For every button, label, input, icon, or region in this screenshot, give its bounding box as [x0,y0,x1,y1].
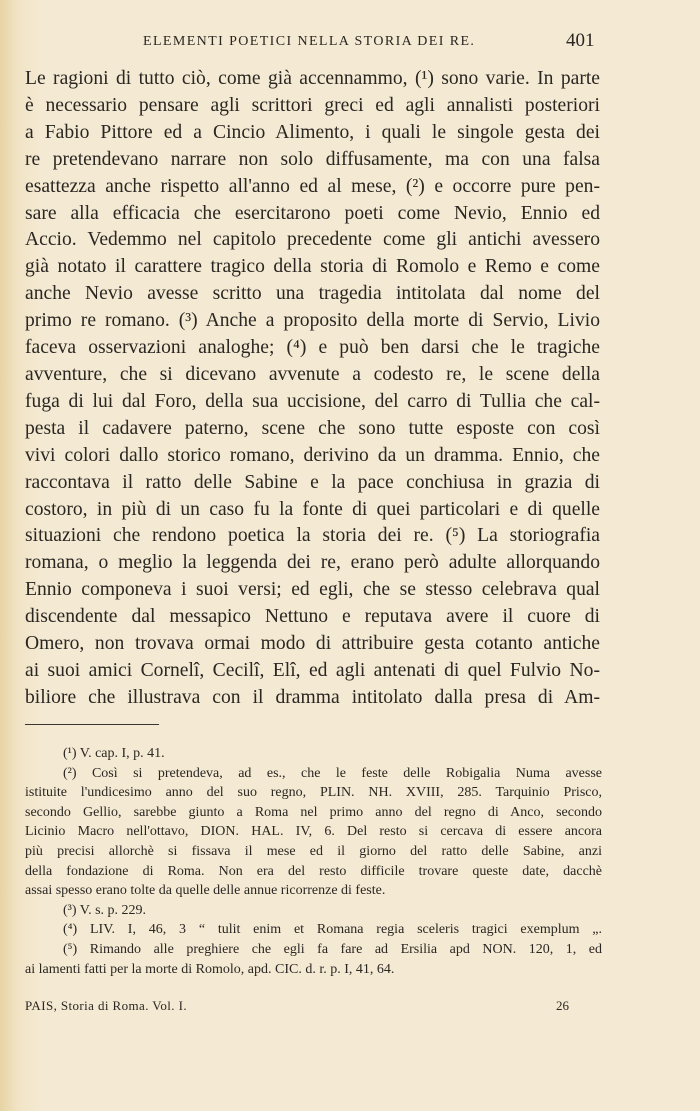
footnote-line: più precisi allorchè si fissava il mese ed il giorno del ratto delle Sabine, anzi [25,843,602,859]
footnote-2: (²) Così si pretendeva, ad es., che le feste delle Robigalia Numa avesse [63,765,602,781]
footnote-line: secondo Gellio, sarebbe giunto a Roma nel primo anno del regno di Anco, secondo [25,804,602,820]
running-title: ELEMENTI POETICI NELLA STORIA DEI RE. [143,34,476,49]
footnote-line: assai spesso erano tolte da quelle delle annue ricorrenze di feste. [25,883,386,899]
footnote-divider [25,724,159,725]
page-header [0,30,700,54]
text-line: raccontava il ratto delle Sabine e la pace conchiusa in grazia di [25,471,600,493]
text-line: primo re romano. (³) Anche a proposito della morte di Servio, Livio [25,310,600,332]
text-line: pesta il cadavere paterno, scene che sono tutte esposte con così [25,417,600,439]
footnote-line: della fondazione di Roma. Non era del resto difficile trovare queste date, dacchè [25,863,602,879]
footnote-5: (⁵) Rimando alle preghiere che egli fa fare ad Ersilia apd NON. 120, 1, ed [63,941,602,957]
text-line: vivi colori dallo storico romano, derivino da un dramma. Ennio, che [25,444,600,466]
footnote-4: (⁴) LIV. I, 46, 3 “ tulit enim et Romana regia sceleris tragici exemplum „. [63,922,602,938]
text-line: re pretendevano narrare non solo diffusamente, ma con una falsa [25,148,600,170]
text-line: discendente dal messapico Nettuno e reputava avere il cuore di [25,606,600,628]
main-text [25,66,600,712]
text-line: situazioni che rendono poetica la storia dei re. (⁵) La storiografia [25,525,600,547]
text-line: esattezza anche rispetto all'anno ed al mese, (²) e occorre pure pen- [25,175,600,197]
footnote-1: (¹) V. cap. I, p. 41. [63,746,165,761]
text-line: biliore che illustrava con il dramma intitolato dalla presa di Am- [25,686,600,708]
text-line: avventure, che si dicevano avvenute a codesto re, le scene della [25,363,600,385]
page-footer [25,998,600,1018]
text-line: anche Nevio avesse scritto una tragedia intitolata dal nome del [25,283,600,305]
text-line: Ennio componeva i suoi versi; ed egli, che se stesso celebrava qual [25,579,600,601]
text-line: romana, o meglio la leggenda dei re, erano però adulte allorquando [25,552,600,574]
page-number: 401 [566,30,595,51]
footnote-line: istituite l'undicesimo anno del suo regno, PLIN. NH. XVIII, 285. Tarquinio Prisco, [25,785,602,801]
text-line: fuga di lui dal Foro, della sua uccisione, del carro di Tullia che cal- [25,390,600,412]
footnote-line: Licinio Macro nell'ottavo, DION. HAL. IV, 6. Del resto si cercava di essere ancora [25,824,602,840]
text-line: faceva osservazioni analoghe; (⁴) e può ben darsi che le tragiche [25,337,600,359]
text-line: a Fabio Pittore ed a Cincio Alimento, i quali le singole gesta dei [25,121,600,143]
text-line: Accio. Vedemmo nel capitolo precedente come gli antichi avessero [25,229,600,251]
footnotes [25,744,602,979]
text-line: già notato il carattere tragico della storia di Romolo e Remo e come [25,256,600,278]
text-line: costoro, in più di un caso fu la fonte di quei particolari e di quelle [25,498,600,520]
text-line: ai suoi amici Cornelî, Cecilî, Elî, ed agli antenati di quel Fulvio No- [25,659,600,681]
text-line: sare alla efficacia che esercitarono poeti come Nevio, Ennio ed [25,202,600,224]
text-line: Omero, non trovava ormai modo di attribuire gesta cotanto antiche [25,633,600,655]
footnote-line: ai lamenti fatti per la morte di Romolo, apd. CIC. d. r. p. I, 41, 64. [25,961,395,977]
footnote-3: (³) V. s. p. 229. [63,902,147,918]
text-line: è necessario pensare agli scrittori greci ed agli annalisti posteriori [25,94,600,116]
gathering-signature: 26 [556,998,569,1013]
text-line: Le ragioni di tutto ciò, come già accennammo, (¹) sono varie. In parte [25,68,600,89]
book-signature-title: PAIS, Storia di Roma. Vol. I. [25,998,187,1013]
